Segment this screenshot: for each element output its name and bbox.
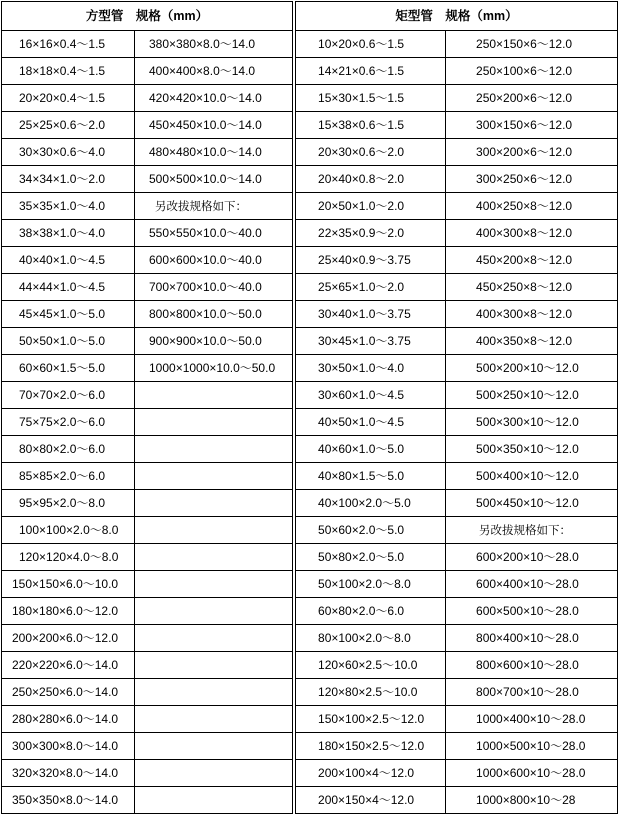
- square-spec-cell: 38×38×1.0～4.0: [2, 220, 135, 247]
- square-spec-cell-2: [135, 706, 293, 733]
- square-spec-cell: 60×60×1.5～5.0: [2, 355, 135, 382]
- square-spec-cell-2: [135, 571, 293, 598]
- square-spec-cell: 20×20×0.4～1.5: [2, 85, 135, 112]
- square-spec-cell-2: [135, 652, 293, 679]
- square-spec-cell-2: 1000×1000×10.0～50.0: [135, 355, 293, 382]
- square-spec-cell: 16×16×0.4～1.5: [2, 31, 135, 58]
- rect-spec-cell-2: 1000×600×10～28.0: [446, 760, 618, 787]
- square-spec-cell-2: 400×400×8.0～14.0: [135, 58, 293, 85]
- rect-spec-cell: 40×80×1.5～5.0: [296, 463, 446, 490]
- square-spec-cell: 180×180×6.0～12.0: [2, 598, 135, 625]
- table-row: [2, 760, 618, 787]
- rect-spec-cell-2: 500×300×10～12.0: [446, 409, 618, 436]
- table-row: [2, 733, 618, 760]
- table-row: [2, 355, 618, 382]
- square-spec-cell: 25×25×0.6～2.0: [2, 112, 135, 139]
- square-spec-cell: 45×45×1.0～5.0: [2, 301, 135, 328]
- square-spec-cell: 18×18×0.4～1.5: [2, 58, 135, 85]
- square-spec-cell-2: [135, 517, 293, 544]
- square-spec-cell: 80×80×2.0～6.0: [2, 436, 135, 463]
- table-row: [2, 193, 618, 220]
- square-spec-cell: 34×34×1.0～2.0: [2, 166, 135, 193]
- rect-spec-cell-2: 600×400×10～28.0: [446, 571, 618, 598]
- pipe-spec-table: [1, 1, 618, 814]
- spec-rows: [2, 31, 618, 814]
- rect-spec-cell: 30×45×1.0～3.75: [296, 328, 446, 355]
- table-row: [2, 787, 618, 814]
- rect-spec-cell: 25×40×0.9～3.75: [296, 247, 446, 274]
- square-spec-cell: 75×75×2.0～6.0: [2, 409, 135, 436]
- rect-spec-cell-2: 800×400×10～28.0: [446, 625, 618, 652]
- square-spec-cell: 100×100×2.0～8.0: [2, 517, 135, 544]
- rect-spec-cell: 15×38×0.6～1.5: [296, 112, 446, 139]
- rect-spec-cell-2: 1000×500×10～28.0: [446, 733, 618, 760]
- square-spec-cell: 70×70×2.0～6.0: [2, 382, 135, 409]
- rect-spec-cell-2: 500×450×10～12.0: [446, 490, 618, 517]
- rect-spec-cell-2: 300×200×6～12.0: [446, 139, 618, 166]
- square-spec-cell: 350×350×8.0～14.0: [2, 787, 135, 814]
- table-row: [2, 544, 618, 571]
- rect-spec-cell: 120×80×2.5～10.0: [296, 679, 446, 706]
- table-row: [2, 598, 618, 625]
- rect-spec-cell: 40×50×1.0～4.5: [296, 409, 446, 436]
- square-spec-cell-2: [135, 679, 293, 706]
- square-spec-cell-2: [135, 787, 293, 814]
- rect-spec-cell-2: 500×350×10～12.0: [446, 436, 618, 463]
- square-spec-cell-2: 380×380×8.0～14.0: [135, 31, 293, 58]
- square-spec-cell-2: [135, 490, 293, 517]
- square-spec-cell-2: [135, 382, 293, 409]
- rect-spec-cell: 200×150×4～12.0: [296, 787, 446, 814]
- square-spec-cell-2: [135, 598, 293, 625]
- square-spec-cell-2: [135, 760, 293, 787]
- rect-spec-cell-2: 500×200×10～12.0: [446, 355, 618, 382]
- rect-spec-cell-2: 1000×400×10～28.0: [446, 706, 618, 733]
- square-spec-cell-2: 550×550×10.0～40.0: [135, 220, 293, 247]
- rect-spec-cell-2: 500×400×10～12.0: [446, 463, 618, 490]
- table-row: [2, 166, 618, 193]
- square-spec-cell-2: [135, 625, 293, 652]
- square-spec-cell: 120×120×4.0～8.0: [2, 544, 135, 571]
- rect-spec-cell-2: 400×250×8～12.0: [446, 193, 618, 220]
- table-row: [2, 382, 618, 409]
- table-row: [2, 490, 618, 517]
- square-spec-cell: 95×95×2.0～8.0: [2, 490, 135, 517]
- rect-spec-cell-2: 250×150×6～12.0: [446, 31, 618, 58]
- square-spec-cell-2: 另改拔规格如下：: [135, 193, 293, 220]
- square-spec-cell-2: 420×420×10.0～14.0: [135, 85, 293, 112]
- rect-spec-cell: 50×60×2.0～5.0: [296, 517, 446, 544]
- rect-spec-cell: 40×100×2.0～5.0: [296, 490, 446, 517]
- square-spec-cell: 220×220×6.0～14.0: [2, 652, 135, 679]
- table-row: [2, 328, 618, 355]
- rect-spec-cell: 30×40×1.0～3.75: [296, 301, 446, 328]
- square-spec-cell-2: [135, 409, 293, 436]
- rect-spec-cell: 40×60×1.0～5.0: [296, 436, 446, 463]
- rect-spec-cell: 20×30×0.6～2.0: [296, 139, 446, 166]
- table-row: [2, 247, 618, 274]
- rect-spec-cell: 14×21×0.6～1.5: [296, 58, 446, 85]
- table-row: [2, 706, 618, 733]
- square-spec-cell-2: 900×900×10.0～50.0: [135, 328, 293, 355]
- rect-spec-cell-2: 600×200×10～28.0: [446, 544, 618, 571]
- rect-spec-cell: 60×80×2.0～6.0: [296, 598, 446, 625]
- rect-spec-cell: 22×35×0.9～2.0: [296, 220, 446, 247]
- square-spec-cell-2: 600×600×10.0～40.0: [135, 247, 293, 274]
- table-row: [2, 85, 618, 112]
- rect-spec-cell: 30×50×1.0～4.0: [296, 355, 446, 382]
- square-spec-cell: 35×35×1.0～4.0: [2, 193, 135, 220]
- square-spec-cell: 280×280×6.0～14.0: [2, 706, 135, 733]
- rect-spec-cell-2: 800×700×10～28.0: [446, 679, 618, 706]
- rect-spec-cell: 200×100×4～12.0: [296, 760, 446, 787]
- square-spec-cell: 200×200×6.0～12.0: [2, 625, 135, 652]
- square-spec-cell-2: [135, 733, 293, 760]
- square-spec-cell-2: [135, 436, 293, 463]
- rect-spec-cell: 25×65×1.0～2.0: [296, 274, 446, 301]
- header-row: [2, 2, 618, 31]
- square-spec-cell: 300×300×8.0～14.0: [2, 733, 135, 760]
- square-spec-cell: 250×250×6.0～14.0: [2, 679, 135, 706]
- rect-spec-cell-2: 300×250×6～12.0: [446, 166, 618, 193]
- rect-spec-cell-2: 另改拔规格如下：: [446, 517, 618, 544]
- table-row: [2, 409, 618, 436]
- rect-pipe-header: 矩型管 规格（mm）: [296, 2, 618, 31]
- table-row: [2, 517, 618, 544]
- rect-spec-cell-2: 500×250×10～12.0: [446, 382, 618, 409]
- rect-spec-cell: 120×60×2.5～10.0: [296, 652, 446, 679]
- rect-spec-cell-2: 400×300×8～12.0: [446, 220, 618, 247]
- table-row: [2, 112, 618, 139]
- rect-spec-cell-2: 600×500×10～28.0: [446, 598, 618, 625]
- square-spec-cell-2: 800×800×10.0～50.0: [135, 301, 293, 328]
- table-row: [2, 571, 618, 598]
- table-row: [2, 220, 618, 247]
- square-spec-cell-2: 700×700×10.0～40.0: [135, 274, 293, 301]
- rect-spec-cell-2: 400×300×8～12.0: [446, 301, 618, 328]
- table-row: [2, 652, 618, 679]
- rect-spec-cell-2: 800×600×10～28.0: [446, 652, 618, 679]
- rect-spec-cell: 50×80×2.0～5.0: [296, 544, 446, 571]
- rect-spec-cell-2: 1000×800×10～28: [446, 787, 618, 814]
- rect-spec-cell: 80×100×2.0～8.0: [296, 625, 446, 652]
- table-row: [2, 58, 618, 85]
- rect-spec-cell: 180×150×2.5～12.0: [296, 733, 446, 760]
- square-spec-cell: 50×50×1.0～5.0: [2, 328, 135, 355]
- square-spec-cell-2: [135, 544, 293, 571]
- square-spec-cell-2: [135, 463, 293, 490]
- rect-spec-cell-2: 250×200×6～12.0: [446, 85, 618, 112]
- table-row: [2, 301, 618, 328]
- square-spec-cell: 150×150×6.0～10.0: [2, 571, 135, 598]
- table-row: [2, 31, 618, 58]
- rect-spec-cell: 150×100×2.5～12.0: [296, 706, 446, 733]
- table-row: [2, 625, 618, 652]
- square-spec-cell: 30×30×0.6～4.0: [2, 139, 135, 166]
- rect-spec-cell-2: 450×200×8～12.0: [446, 247, 618, 274]
- square-spec-cell: 320×320×8.0～14.0: [2, 760, 135, 787]
- square-spec-cell: 44×44×1.0～4.5: [2, 274, 135, 301]
- rect-spec-cell: 20×40×0.8～2.0: [296, 166, 446, 193]
- square-spec-cell: 85×85×2.0～6.0: [2, 463, 135, 490]
- rect-spec-cell: 10×20×0.6～1.5: [296, 31, 446, 58]
- rect-spec-cell-2: 400×350×8～12.0: [446, 328, 618, 355]
- rect-spec-cell-2: 250×100×6～12.0: [446, 58, 618, 85]
- table-row: [2, 139, 618, 166]
- rect-spec-cell: 15×30×1.5～1.5: [296, 85, 446, 112]
- square-spec-cell: 40×40×1.0～4.5: [2, 247, 135, 274]
- table-row: [2, 274, 618, 301]
- rect-spec-cell-2: 300×150×6～12.0: [446, 112, 618, 139]
- table-row: [2, 679, 618, 706]
- table-row: [2, 463, 618, 490]
- square-spec-cell-2: 480×480×10.0～14.0: [135, 139, 293, 166]
- square-pipe-header: 方型管 规格（mm）: [2, 2, 293, 31]
- rect-spec-cell: 30×60×1.0～4.5: [296, 382, 446, 409]
- rect-spec-cell: 20×50×1.0～2.0: [296, 193, 446, 220]
- square-spec-cell-2: 500×500×10.0～14.0: [135, 166, 293, 193]
- table-row: [2, 436, 618, 463]
- rect-spec-cell-2: 450×250×8～12.0: [446, 274, 618, 301]
- square-spec-cell-2: 450×450×10.0～14.0: [135, 112, 293, 139]
- rect-spec-cell: 50×100×2.0～8.0: [296, 571, 446, 598]
